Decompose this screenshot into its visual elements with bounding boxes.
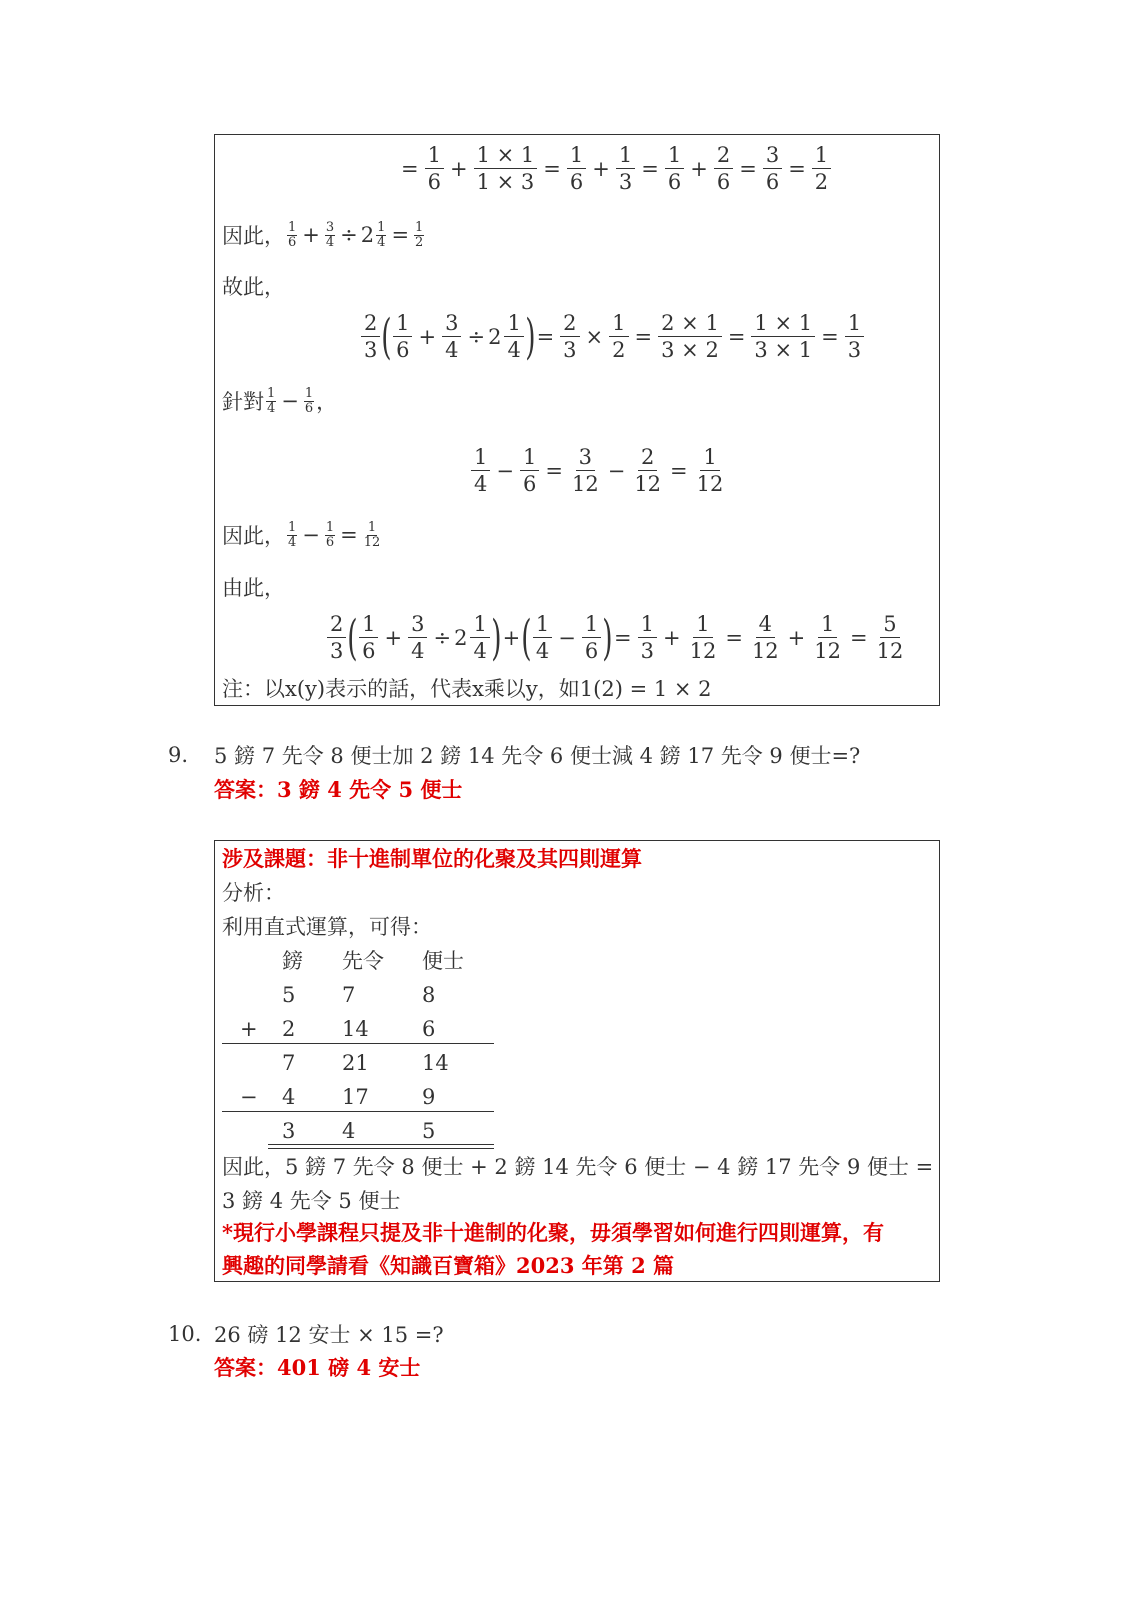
fraction: $\frac{1 \times 1}{1 \times 3}$ <box>474 142 538 195</box>
sum-rule <box>222 1043 494 1044</box>
therefore-line-1: 因此， $\frac{1}{6}$ + $\frac{3}{4}$ ÷ 2 $\frac{1}{4}$ = $\frac{1}{2}$ <box>222 219 424 250</box>
from-this-label: 由此， <box>222 576 285 600</box>
fraction: $\frac{1}{6}$ <box>665 142 684 195</box>
fraction: $\frac{3}{6}$ <box>763 142 782 195</box>
minus-sign: − <box>240 1085 258 1109</box>
fraction: $\frac{1}{6}$ <box>567 142 586 195</box>
cell: 5 <box>422 1119 436 1143</box>
cell: 21 <box>342 1051 369 1075</box>
equation-4: $\frac{2}{3}$ ( $\frac{1}{6}$ + $\frac{3}{4}$ ÷ 2 $\frac{1}{4}$ ) + ( $\frac{1}{4}$ − $\frac{1}{6}$ ) = $\frac{1}{3}$ + $\frac{1}{12}$ = $\frac{4}{12}$ + $\frac{1}{12}$ = $\frac{5}{12}$ <box>324 611 909 664</box>
question-text: 26 磅 12 安士 × 15 =? <box>214 1323 444 1347</box>
column-header-pounds: 鎊 <box>282 949 303 973</box>
cell: 14 <box>422 1051 449 1075</box>
column-header-pence: 便士 <box>422 949 464 973</box>
hence-label: 故此， <box>222 275 285 299</box>
cell: 8 <box>422 983 436 1007</box>
answer-text: 答案：3 鎊 4 先令 5 便士 <box>214 777 463 802</box>
column-header-shillings: 先令 <box>342 949 384 973</box>
question-number: 9. <box>168 743 189 767</box>
cell: 7 <box>342 983 356 1007</box>
therefore-line-2: 因此， $\frac{1}{4}$ − $\frac{1}{6}$ = $\frac{1}{12}$ <box>222 519 381 550</box>
method-text: 利用直式運算，可得： <box>222 915 432 939</box>
cell: 14 <box>342 1017 369 1041</box>
result-double-rule <box>268 1144 494 1149</box>
fraction: $\frac{2}{6}$ <box>714 142 733 195</box>
cell: 6 <box>422 1017 436 1041</box>
cell: 5 <box>282 983 296 1007</box>
curriculum-note-line-2: 興趣的同學請看《知識百寶箱》2023 年第 2 篇 <box>222 1253 674 1278</box>
equation-2: $\frac{2}{3}$ ( $\frac{1}{6}$ + $\frac{3}{4}$ ÷ 2 $\frac{1}{4}$ ) = $\frac{2}{3}$ × $\frac{1}{2}$ = $\frac{2 \times 1}{3 \times 2}$ = $\frac{1 \times 1}{3 \times 1}$ = $\frac{1}{3}$ <box>358 310 867 363</box>
fraction: $\frac{1}{6}$ <box>425 142 444 195</box>
difference-rule <box>222 1111 494 1112</box>
equation-3: $\frac{1}{4}$ − $\frac{1}{6}$ = $\frac{3}{12}$ − $\frac{2}{12}$ = $\frac{1}{12}$ <box>468 444 729 497</box>
cell: 7 <box>282 1051 296 1075</box>
regarding-line: 針對 $\frac{1}{4}$ − $\frac{1}{6}$ ， <box>222 385 338 416</box>
notation-note: 注：以x(y)表示的話，代表x乘以y，如1(2) = 1 × 2 <box>222 677 712 701</box>
question-text: 5 鎊 7 先令 8 便士加 2 鎊 14 先令 6 便士減 4 鎊 17 先令 9 便士=? <box>214 744 861 768</box>
equation-1: = $\frac{1}{6}$ + $\frac{1 \times 1}{1 \times 3}$ = $\frac{1}{6}$ + $\frac{1}{3}$ = $\frac{1}{6}$ + $\frac{2}{6}$ = $\frac{3}{6}$ = $\frac{1}{2}$ <box>398 142 834 195</box>
conclusion-line-1: 因此，5 鎊 7 先令 8 便士 + 2 鎊 14 先令 6 便士 − 4 鎊 17 先令 9 便士 = <box>222 1155 934 1179</box>
curriculum-note-line-1: *現行小學課程只提及非十進制的化聚，毋須學習如何進行四則運算，有 <box>222 1220 884 1245</box>
cell: 3 <box>282 1119 296 1143</box>
analysis-label: 分析： <box>222 881 285 905</box>
answer-text: 答案：401 磅 4 安士 <box>214 1355 421 1380</box>
cell: 9 <box>422 1085 436 1109</box>
fraction: $\frac{1}{2}$ <box>812 142 831 195</box>
cell: 2 <box>282 1017 296 1041</box>
cell: 4 <box>342 1119 356 1143</box>
cell: 17 <box>342 1085 369 1109</box>
fraction: $\frac{1}{3}$ <box>616 142 635 195</box>
conclusion-line-2: 3 鎊 4 先令 5 便士 <box>222 1189 401 1213</box>
cell: 4 <box>282 1085 296 1109</box>
question-number: 10. <box>168 1322 202 1346</box>
topic-heading: 涉及課題：非十進制單位的化聚及其四則運算 <box>222 846 642 871</box>
plus-sign: + <box>240 1017 258 1041</box>
